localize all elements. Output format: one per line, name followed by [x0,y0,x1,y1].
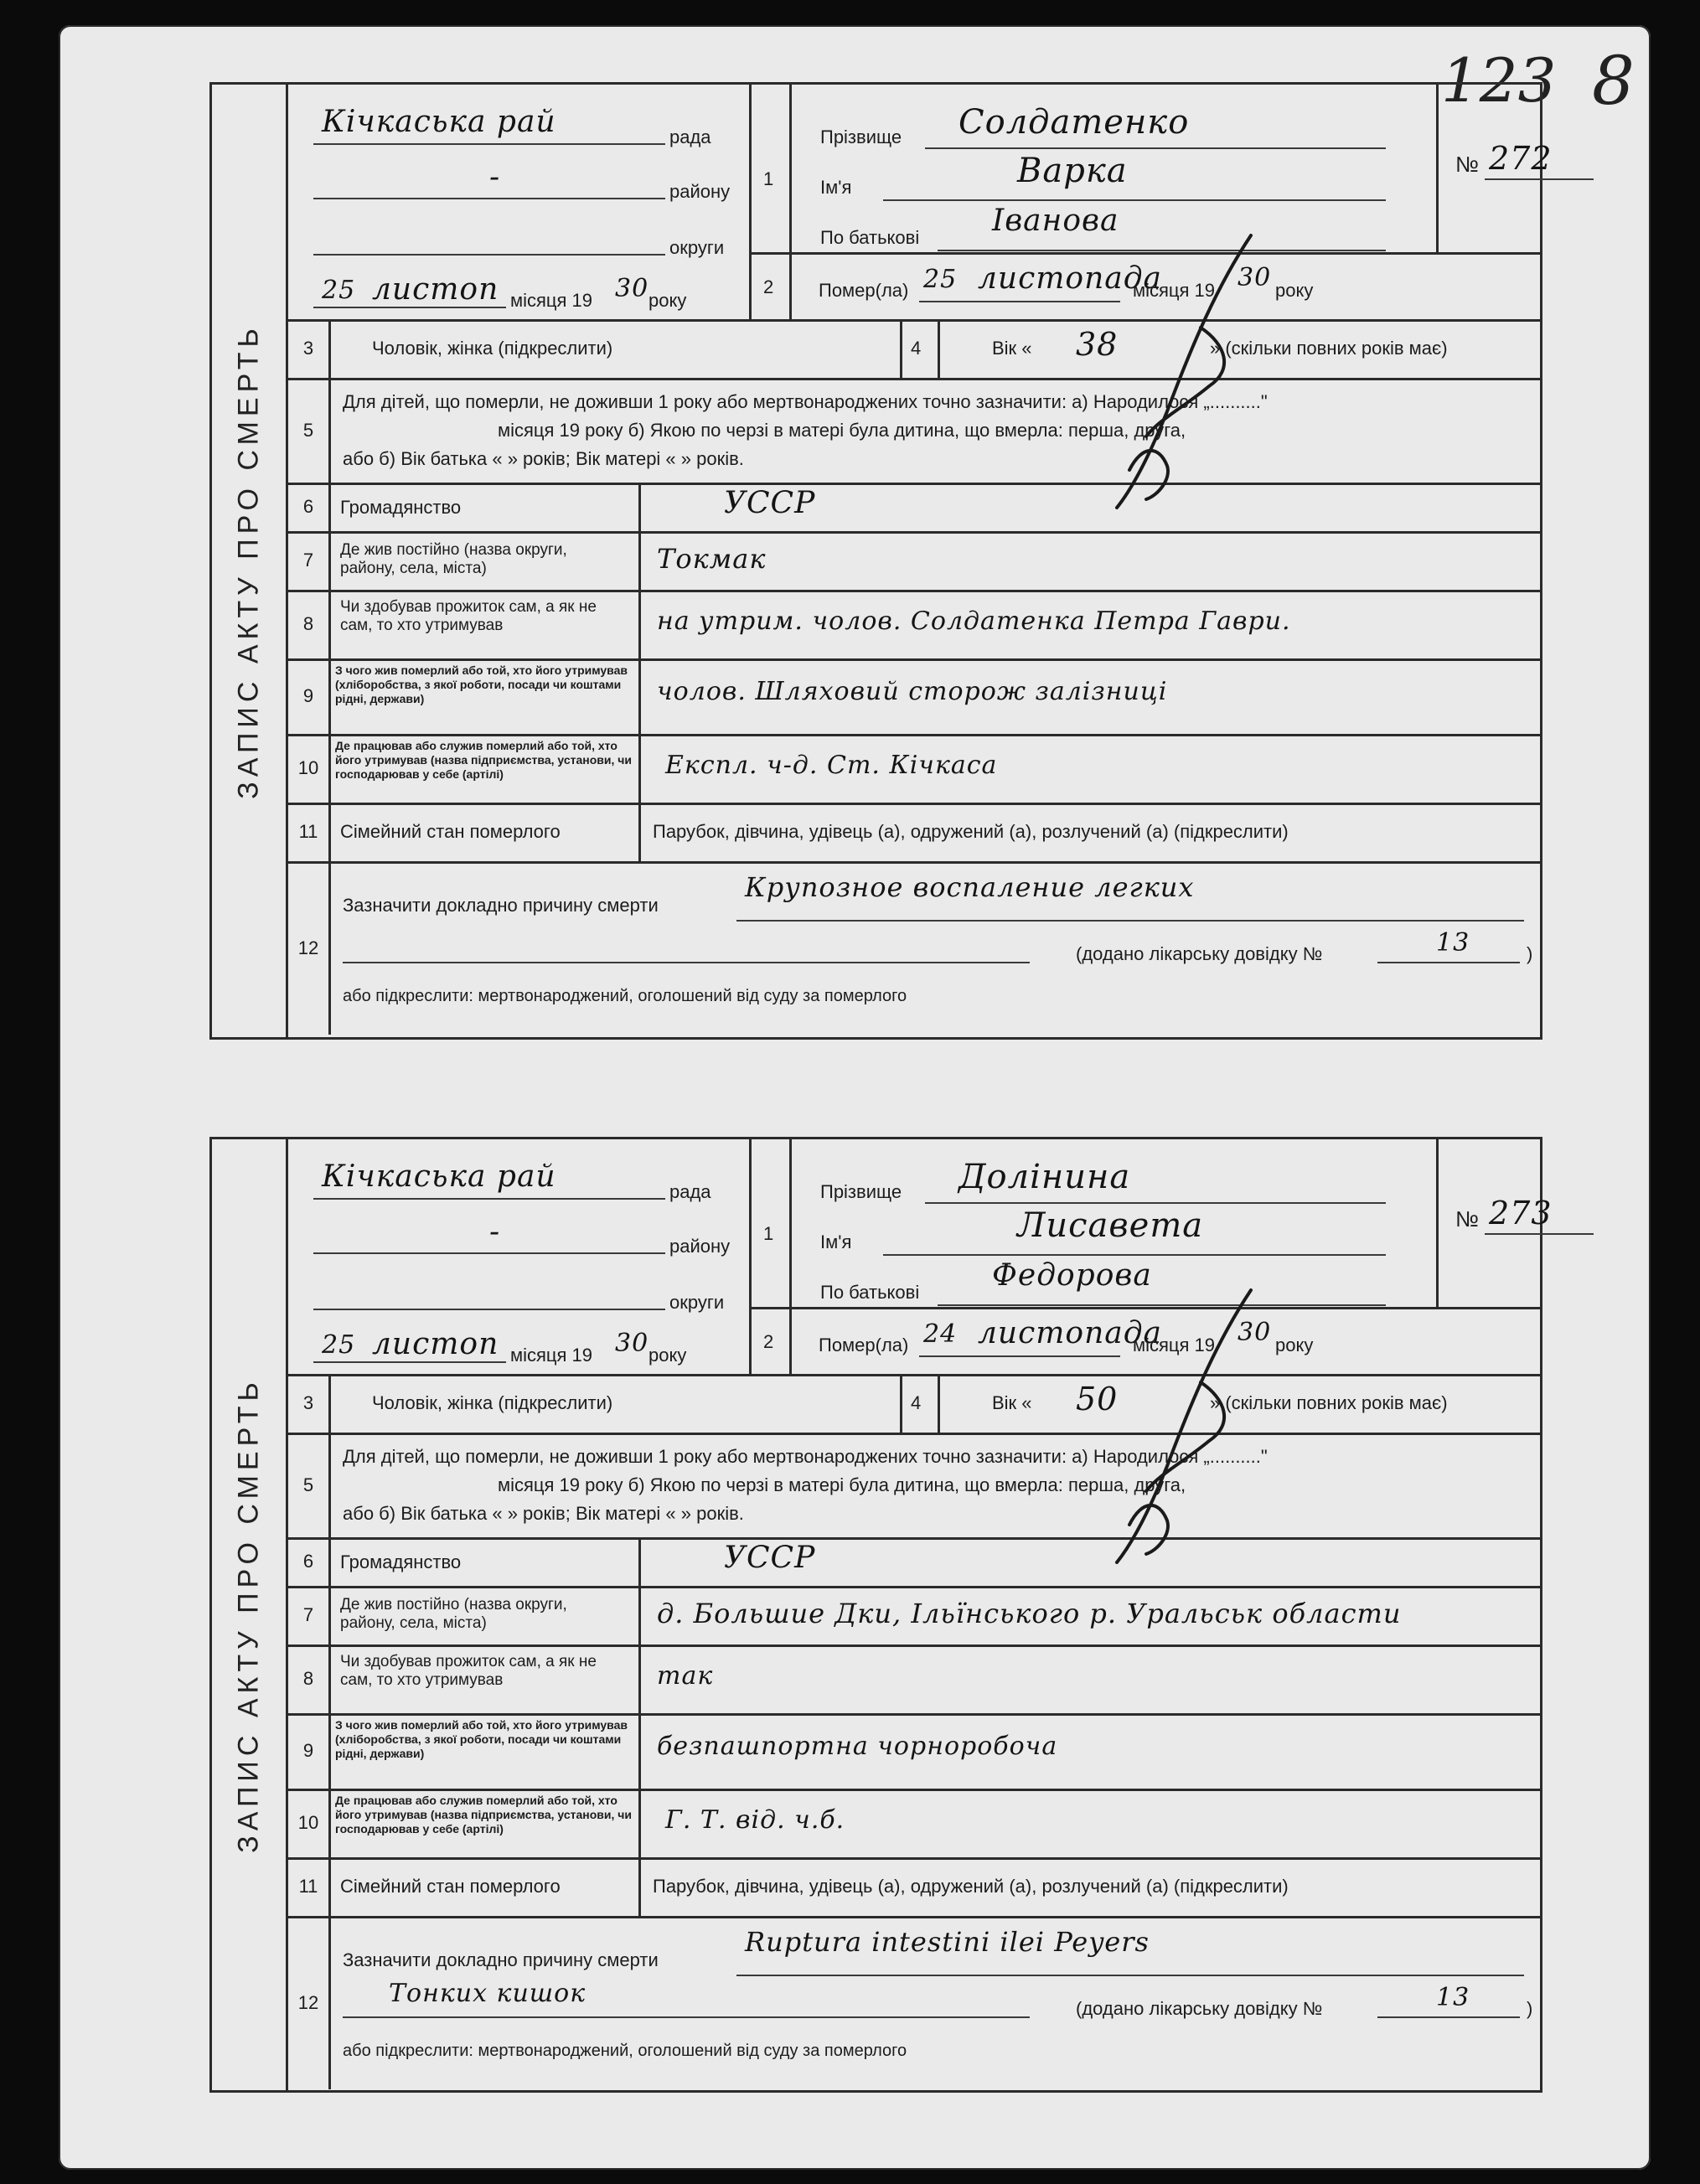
raion-value: - [489,160,501,194]
form-title: ЗАПИС АКТУ ПРО СМЕРТЬ [232,323,265,799]
source-value: чолов. Шляховий сторож залізниці [657,677,1168,706]
residence-label: Де жив постійно (назва округи, району, села, міста) [340,541,567,577]
form-title-vertical [212,1139,288,2090]
okruga-label: округи [669,1292,725,1313]
form-title: ЗАПИС АКТУ ПРО СМЕРТЬ [232,1376,265,1853]
income-value: на утрим. чолов. Солдатенка Петра Гаври. [657,607,1291,636]
reg-year-value: 30 [615,274,649,303]
row-6-citizenship: 6 Громадянство УССР [288,1537,1540,1588]
record-number: 272 [1489,140,1553,177]
workplace-value: Г. Т. від. ч.б. [665,1805,845,1835]
name-value: Варка [1017,152,1128,190]
cause-value: Крупозное воспаление легких [745,871,1195,903]
patronymic-label: По батькові [820,227,920,248]
raion-label: району [669,181,731,202]
children-line-2: місяця 19 року б) Якою по черзі в матері була дитина, що вмерла: перша, друга, [498,1474,1186,1495]
children-line-2: місяця 19 року б) Якою по черзі в матері була дитина, що вмерла: перша, друга, [498,420,1186,441]
record-number: 273 [1489,1195,1553,1231]
row-7-residence: 7 Де жив постійно (назва округи, району, села, міста) Токмак [288,531,1540,592]
patronymic-label: По батькові [820,1282,920,1303]
age-value: 38 [1076,326,1119,363]
record-number-prefix: № [1455,1206,1479,1231]
doctor-number: 13 [1436,1983,1470,2012]
registration-cell [288,85,749,319]
patronymic-value: Федорова [992,1258,1152,1293]
reg-day-value: 25 [322,276,356,305]
died-label: Помер(ла) [819,280,909,301]
row-3-4: 3 Чоловік, жінка (підкреслити) 4 Вік « 38 » (скільки повних років має) [288,319,1540,380]
row-5-children: 5 Для дітей, що померли, не доживши 1 року або мертвонароджених точно зазначити: а) Народилося „.........." місяця 19 року б) Якою по черзі в матері була дитина, що вмерла: перша, друга, або б) Вік батька « » років; Вік матері « » років. [288,378,1540,485]
row-3-4: 3 Чоловік, жінка (підкреслити) 4 Вік « 50 » (скільки повних років має) [288,1374,1540,1435]
reg-month-label: місяця 19 [510,1345,593,1366]
stillborn-label: або підкреслити: мертвонароджений, оголошений від суду за померлого [343,987,907,1005]
surname-value: Солдатенко [959,103,1190,142]
marital-label: Сімейний стан померлого [340,821,561,842]
citizenship-value: УССР [724,1541,816,1575]
surname-label: Прізвище [820,126,902,147]
death-year-label: року [1275,280,1314,301]
row-9-source: 9 З чого жив померлий або той, хто його утримував (хліборобства, з якої роботи, посади чи коштами рідні, держави) безпашпортна чорноробоча [288,1713,1540,1791]
name-value: Лисавета [1017,1206,1204,1245]
rada-label: рада [669,126,711,147]
reg-year-label: року [648,290,687,311]
residence-value: д. Большие Дки, Ільїнського р. Уральськ области [657,1598,1402,1629]
income-label: Чи здобував прожиток сам, а як не сам, то хто утримував [340,1653,597,1689]
workplace-label: Де працював або служив померлий або той, хто його утримував (назва підприємства, установи, чи господарював у себе (артілі) [335,1794,632,1835]
age-label: Вік « [992,1392,1032,1413]
death-month-label: місяця 19 [1133,1335,1216,1355]
row-5-children: 5 Для дітей, що померли, не доживши 1 року або мертвонароджених точно зазначити: а) Народилося „.........." місяця 19 року б) Якою по черзі в матері була дитина, що вмерла: перша, друга, або б) Вік батька « » років; Вік матері « » років. [288,1433,1540,1540]
reg-year-label: року [648,1345,687,1366]
source-label: З чого жив померлий або той, хто його утримував (хліборобства, з якої роботи, посади чи коштами рідні, держави) [335,1718,628,1760]
cause-label: Зазначити докладно причину смерти [343,1949,659,1970]
row-10-workplace: 10 Де працював або служив померлий або той, хто його утримував (назва підприємства, установи, чи господарював у себе (артілі) Г. Т. від. ч.б. [288,1789,1540,1860]
record-number-prefix: № [1455,152,1479,177]
sex-label: Чоловік, жінка (підкреслити) [372,338,613,359]
row-12-cause: 12 Зазначити докладно причину смерти Ruptura intestini ilei Peyers Тонких кишок (додано лікарську довідку № 13 ) або підкреслити: мертвонароджений, оголошений від суду за померлого [288,1916,1540,2089]
registrar-signature [1067,1273,1284,1575]
row-7-residence: 7 Де жив постійно (назва округи, району, села, міста) д. Большие Дки, Ільїнського р. Уральськ области [288,1586,1540,1647]
age-suffix: » (скільки повних років має) [1210,338,1448,359]
death-year-label: року [1275,1335,1314,1355]
income-label: Чи здобував прожиток сам, а як не сам, то хто утримував [340,598,597,634]
okruga-label: округи [669,237,725,258]
doctor-number: 13 [1436,928,1470,958]
rada-value: Кічкаська рай [322,105,556,139]
marital-options: Парубок, дівчина, удівець (а), одружений (а), розлучений (а) (підкреслити) [653,821,1289,842]
death-day-value: 24 [923,1319,958,1349]
cause-extra-value: Тонких кишок [389,1979,586,2008]
reg-year-value: 30 [615,1329,649,1358]
raion-value: - [489,1215,501,1249]
death-date-cell: 2 Помер(ла) 25 листопада місяця 19 30 року [752,252,1540,322]
form-title-vertical [212,85,288,1037]
reg-month-value: листоп [372,1327,499,1361]
death-day-value: 25 [923,265,958,294]
age-value: 50 [1076,1381,1119,1417]
rada-label: рада [669,1181,711,1202]
row-11-marital: 11 Сімейний стан померлого Парубок, дівчина, удівець (а), одружений (а), розлучений (а) (підкреслити) [288,1857,1540,1918]
row-9-source: 9 З чого жив померлий або той, хто його утримував (хліборобства, з якої роботи, посади чи коштами рідні, держави) чолов. Шляховий сторож залізниці [288,658,1540,736]
death-record-form-1 [209,82,1553,1040]
death-year-value: 30 [1238,1318,1272,1347]
row-1-number-cell: 1 [763,1223,774,1244]
children-line-1: Для дітей, що померли, не доживши 1 року або мертвонароджених точно зазначити: а) Народилося „.........." [343,1446,1268,1467]
row-8-income: 8 Чи здобував прожиток сам, а як не сам, то хто утримував на утрим. чолов. Солдатенка Петра Гаври. [288,590,1540,661]
name-label: Ім'я [820,1231,852,1252]
children-line-3: або б) Вік батька « » років; Вік матері « » років. [343,1503,744,1524]
cause-label: Зазначити докладно причину смерти [343,895,659,916]
row-1-number-cell: 1 [763,168,774,189]
patronymic-value: Іванова [992,204,1119,238]
archive-file-number: 123 [1441,45,1557,116]
header-block [288,1139,1553,1376]
cause-value: Ruptura intestini ilei Peyers [745,1926,1150,1958]
workplace-label: Де працював або служив померлий або той, хто його утримував (назва підприємства, установи, чи господарював у себе (артілі) [335,739,632,781]
marital-options: Парубок, дівчина, удівець (а), одружений (а), розлучений (а) (підкреслити) [653,1876,1289,1897]
residence-label: Де жив постійно (назва округи, району, села, міста) [340,1596,567,1632]
row-6-citizenship: 6 Громадянство УССР [288,483,1540,534]
row-8-income: 8 Чи здобував прожиток сам, а як не сам, то хто утримував так [288,1644,1540,1716]
died-label: Помер(ла) [819,1335,909,1355]
age-label: Вік « [992,338,1032,359]
sex-label: Чоловік, жінка (підкреслити) [372,1392,613,1413]
citizenship-label: Громадянство [340,1552,462,1572]
archive-sheet-number: 8 [1592,42,1635,120]
income-value: так [657,1661,714,1691]
raion-label: району [669,1236,731,1257]
children-line-1: Для дітей, що померли, не доживши 1 року або мертвонароджених точно зазначити: а) Народилося „.........." [343,391,1268,412]
rada-value: Кічкаська рай [322,1159,556,1194]
name-label: Ім'я [820,177,852,198]
death-record-form-2 [209,1137,1553,2093]
record-number-cell [1436,1139,1612,1307]
workplace-value: Експл. ч-д. Ст. Кічкаса [665,751,998,780]
marital-label: Сімейний стан померлого [340,1876,561,1897]
form-grid [286,85,1553,1037]
reg-day-value: 25 [322,1330,356,1360]
death-date-cell: 2 Помер(ла) 24 листопада місяця 19 30 року [752,1307,1540,1376]
form-grid [286,1139,1553,2090]
header-block [288,85,1553,322]
residence-value: Токмак [657,543,767,575]
citizenship-value: УССР [724,486,816,520]
age-suffix: » (скільки повних років має) [1210,1392,1448,1413]
reg-month-value: листоп [372,272,499,307]
surname-label: Прізвище [820,1181,902,1202]
source-value: безпашпортна чорноробоча [657,1732,1058,1761]
record-number-cell [1436,85,1612,252]
row-10-workplace: 10 Де працював або служив померлий або той, хто його утримував (назва підприємства, установи, чи господарював у себе (артілі) Експл. ч-д. Ст. Кічкаса [288,734,1540,805]
reg-month-label: місяця 19 [510,290,593,311]
doctor-note-label: (додано лікарську довідку № [1076,1998,1323,2019]
source-label: З чого жив померлий або той, хто його утримував (хліборобства, з якої роботи, посади чи коштами рідні, держави) [335,663,628,705]
stillborn-label: або підкреслити: мертвонароджений, оголошений від суду за померлого [343,2042,907,2060]
death-month-value: листопада [978,261,1163,296]
doctor-note-label: (додано лікарську довідку № [1076,943,1323,964]
registration-cell [288,1139,749,1374]
death-year-value: 30 [1238,263,1272,292]
death-month-value: листопада [978,1316,1163,1350]
death-month-label: місяця 19 [1133,280,1216,301]
registrar-signature [1067,219,1284,520]
citizenship-label: Громадянство [340,497,462,518]
children-line-3: або б) Вік батька « » років; Вік матері « » років. [343,448,744,469]
row-11-marital: 11 Сімейний стан померлого Парубок, дівчина, удівець (а), одружений (а), розлучений (а) (підкреслити) [288,803,1540,864]
surname-value: Долінина [959,1158,1131,1196]
row-12-cause: 12 Зазначити докладно причину смерти Крупозное воспаление легких (додано лікарську довідку № 13 ) або підкреслити: мертвонароджений, оголошений від суду за померлого [288,861,1540,1035]
